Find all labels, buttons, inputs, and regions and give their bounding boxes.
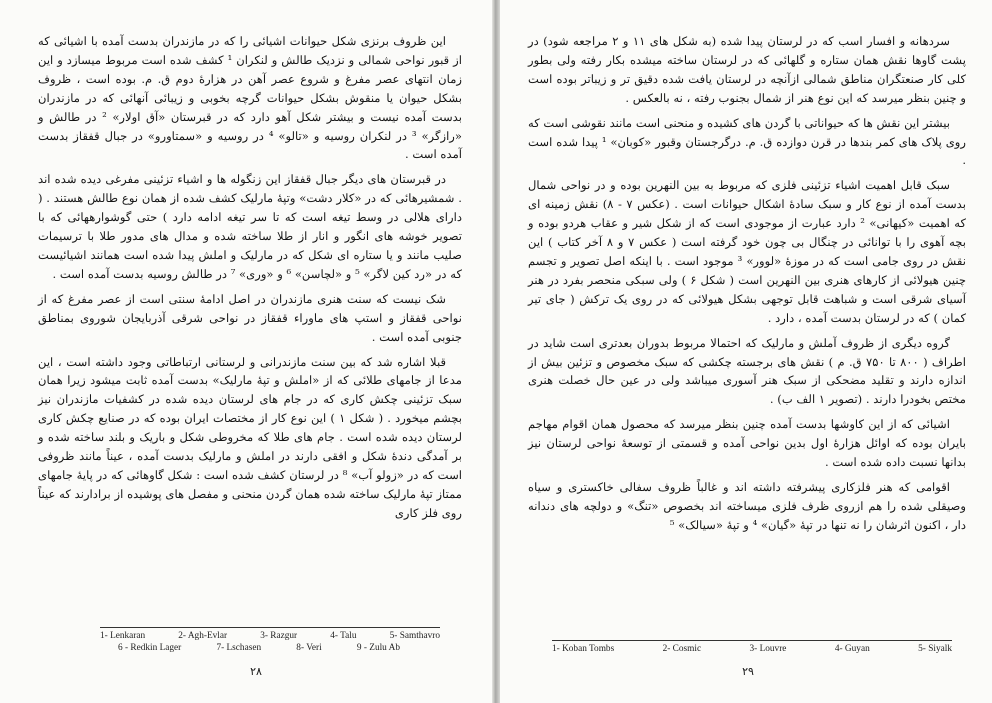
footnote: 7- Lschasen	[216, 643, 262, 653]
footnote: 3- Razgur	[260, 631, 298, 641]
paragraph: سبک قابل اهمیت اشیاء تزئینی فلزی که مربوط به بین النهرین بوده و در نواحی شمال بدست آمده از نوع کار و سبک سادهٔ اشکال حیوانات است . (عکس ۷ - ۸) نقش زمینه ای که اهمیت «کیهانی» ² دارد عبارت از موجودی است که از شکل شیر و عقاب هردو بوده و بچه آهوی را با توانائی در چنگال بی چون خود گرفته است ( عکس ۷ و ۸ آخر کتاب ) این نقش در روی جامی است که در موزهٔ «لوور» ³ موجود است . با اینکه اصل تصویر و تجسم چنین هیولائی از کارهای هنری بین النهرین است ( شکل ۶ ) ولی سبکی منحصر بفرد در هنر آسیای شرقی است و شباهت قابل توجهی بشکل هیولائی که در روی یک ترکش ( جای تیر کمان ) که در لرستان بدست آمده ، دارد .	[528, 178, 967, 325]
book-gutter	[492, 0, 500, 703]
page-number: ۲۸	[250, 665, 262, 678]
paragraph: قبلا اشاره شد که بین سنت مازندرانی و لرستانی ارتباطاتی وجود داشته است ، این مدعا از جامهای طلائی که از «املش و تپهٔ مارلیک» بدست آمده ثابت میشود زیرا همان سبک تزئینی چکش کاری که در جام های لرستان دیده شده در کشفیات مازندران نیز بچشم میخورد . ( شکل ۱ ) این نوع کار از مختصات ایران بوده که در صنایع چکش کاری لرستان دیده شده است . جام های طلا که مخروطی شکل و باریک و بلند ساخته شده و بر آمدگی دندهٔ شکل و افقی دارند در املش و مارلیک بدست آمده ، عیناً مانند ظروفی است که در «زولو آب» ⁸ در لرستان کشف شده است : شکل گاوهائی که در پایهٔ جامهای ممتاز تپهٔ مارلیک ساخته شده همان گردن منحنی و مفصل های پوشیده از برادارند که عیناً روی فلز کاری	[38, 354, 463, 520]
footnote: 6 - Redkin Lager	[118, 643, 182, 653]
footnote: 3- Louvre	[749, 644, 787, 654]
paragraph: شک نیست که سنت هنری مازندران در اصل ادامهٔ سنتی است از عصر مفرغ که از نواحی قفقاز و استپ های ماوراء قفقاز در نواحی شرقی آذربایجان شوروی بمناطق جنوبی آمده است .	[38, 291, 462, 344]
footnote: 2- Cosmic	[662, 644, 702, 654]
paragraph: بیشتر این نقش ها که حیواناتی با گردن های کشیده و منحنی است مانند نقوشی است که روی پلاک های کمر بندها در قرن دوازده ق. م. درگرجستان وقبور «کوبان» ¹ پیدا شده است .	[528, 115, 966, 168]
footnote-divider	[552, 640, 952, 641]
paragraph: اقوامی که هنر فلزکاری پیشرفته داشته اند و غالباً ظروف سفالی خاکستری و سیاه وصیقلی شده را هم ازروی ظرف فلزی میساخته اند بخصوص «تنگ» و دولچه های دندانه دار ، اکنون اثرشان را نه تنها در تپهٔ «گیان» ⁴ و تپهٔ «سیالک» ⁵	[528, 479, 966, 532]
footnote-divider	[100, 627, 440, 628]
left-page-body	[38, 32, 462, 529]
paragraph: سردهانه و افسار اسب که در لرستان پیدا شده (به شکل های ۱۱ و ۲ مراجعه شود) در پشت گاوها نقش همان ستاره و گلهائی که در لرستان ساخته میشده بکار رفته ولی بطور کلی کار صنعتگران مناطق شمالی ازآنچه در لرستان یافت شده دقیق تر و زیباتر بوده است و چنین بنظر میرسد که این نوع هنر از شمال بجنوب رفته ، نه بالعکس .	[528, 34, 966, 105]
footnote: 9 - Zulu Ab	[356, 643, 400, 653]
right-page	[500, 0, 992, 703]
right-page-body	[528, 32, 966, 541]
footnote-row	[100, 642, 440, 654]
footnote: 4- Guyan	[834, 644, 870, 654]
footnote: 5- Samthavro	[389, 631, 440, 641]
paragraph: این ظروف برنزی شکل حیوانات اشیائی را که در مازندران بدست آمده با اشیائی که از قبور نواحی شمالی و نزدیک طالش و لنکران ¹ کشف شده است مربوط میسازد و این زمان انتهای عصر مفرغ و شروع عصر آهن در هزارهٔ دوم ق. م. بوده است ، ظروف بشکل حیوان یا منقوش بشکل حیوانات گرچه بخوبی و زیبائی آنهائی که در مازندران بدست آمده نیست و بیشتر شکل آهو دارد که در قبرستان «آق اولار» ² در طالش و «رازگر» ³ در لنکران روسیه و «تالو» ⁴ در روسیه و «سمتاورو» در جبال قفقاز بدست آمده است .	[38, 34, 462, 162]
footnote-row	[552, 643, 952, 655]
footnote: 4- Talu	[330, 631, 357, 641]
footnote: 5- Siyalk	[918, 644, 952, 654]
footnote-row	[100, 630, 440, 642]
footnotes	[552, 643, 952, 655]
footnote: 1- Koban Tombs	[552, 644, 615, 654]
paragraph: گروه دیگری از ظروف آملش و مارلیک که احتمالا مربوط بدوران بعدتری است شاید در اطراف ( ۸۰۰ تا ۷۵۰ ق. م ) نقش های برجسته چکشی که سبک مخصوص و تزئین بیش از اندازه دارند و تقلید مضحکی از سبک هنر آسوری میباشد ولی در عین حال خصلت هنری مختص بخودرا دارند . (تصویر ۱ الف ب) .	[528, 335, 966, 407]
footnotes	[100, 630, 440, 654]
page-number: ۲۹	[742, 665, 754, 678]
paragraph: اشیائی که از این کاوشها بدست آمده چنین بنظر میرسد که محصول همان اقوام مهاجم بایران بوده که اوائل هزارهٔ اول بدین نواحی آمده و قسمتی از توسعهٔ نواحی لرستان نیز بدانها نسبت داده شده است .	[528, 417, 966, 470]
footnote: 1- Lenkaran	[100, 631, 146, 641]
footnote: 2- Agh-Evlar	[178, 631, 228, 641]
left-page	[0, 0, 492, 703]
paragraph: در قبرستان های دیگر جبال قفقاز این زنگوله ها و اشیاء تزئینی مفرغی دیده شده اند . شمشیرهائی که در «کلار دشت» وتپهٔ مارلیک کشف شده از همان نوع طالش هستند . ( دارای هلالی در وسط تیغه است که تا سر تیغه ادامه دارد ) حتی گوشوارههائی که با تصویر خوشه های انگور و انار از طلا ساخته شده و مدال های مدور طلا با ترسیمات صلیب مانند و یا ستاره ای شکل که در مارلیک و املش پیدا شده است همانند اشیائیست که در «رد کین لاگر» ⁵ و «لچاسن» ⁶ و «وری» ⁷ در طالش روسیه بدست آمده است .	[38, 172, 462, 281]
footnote: 8- Veri	[296, 643, 322, 653]
